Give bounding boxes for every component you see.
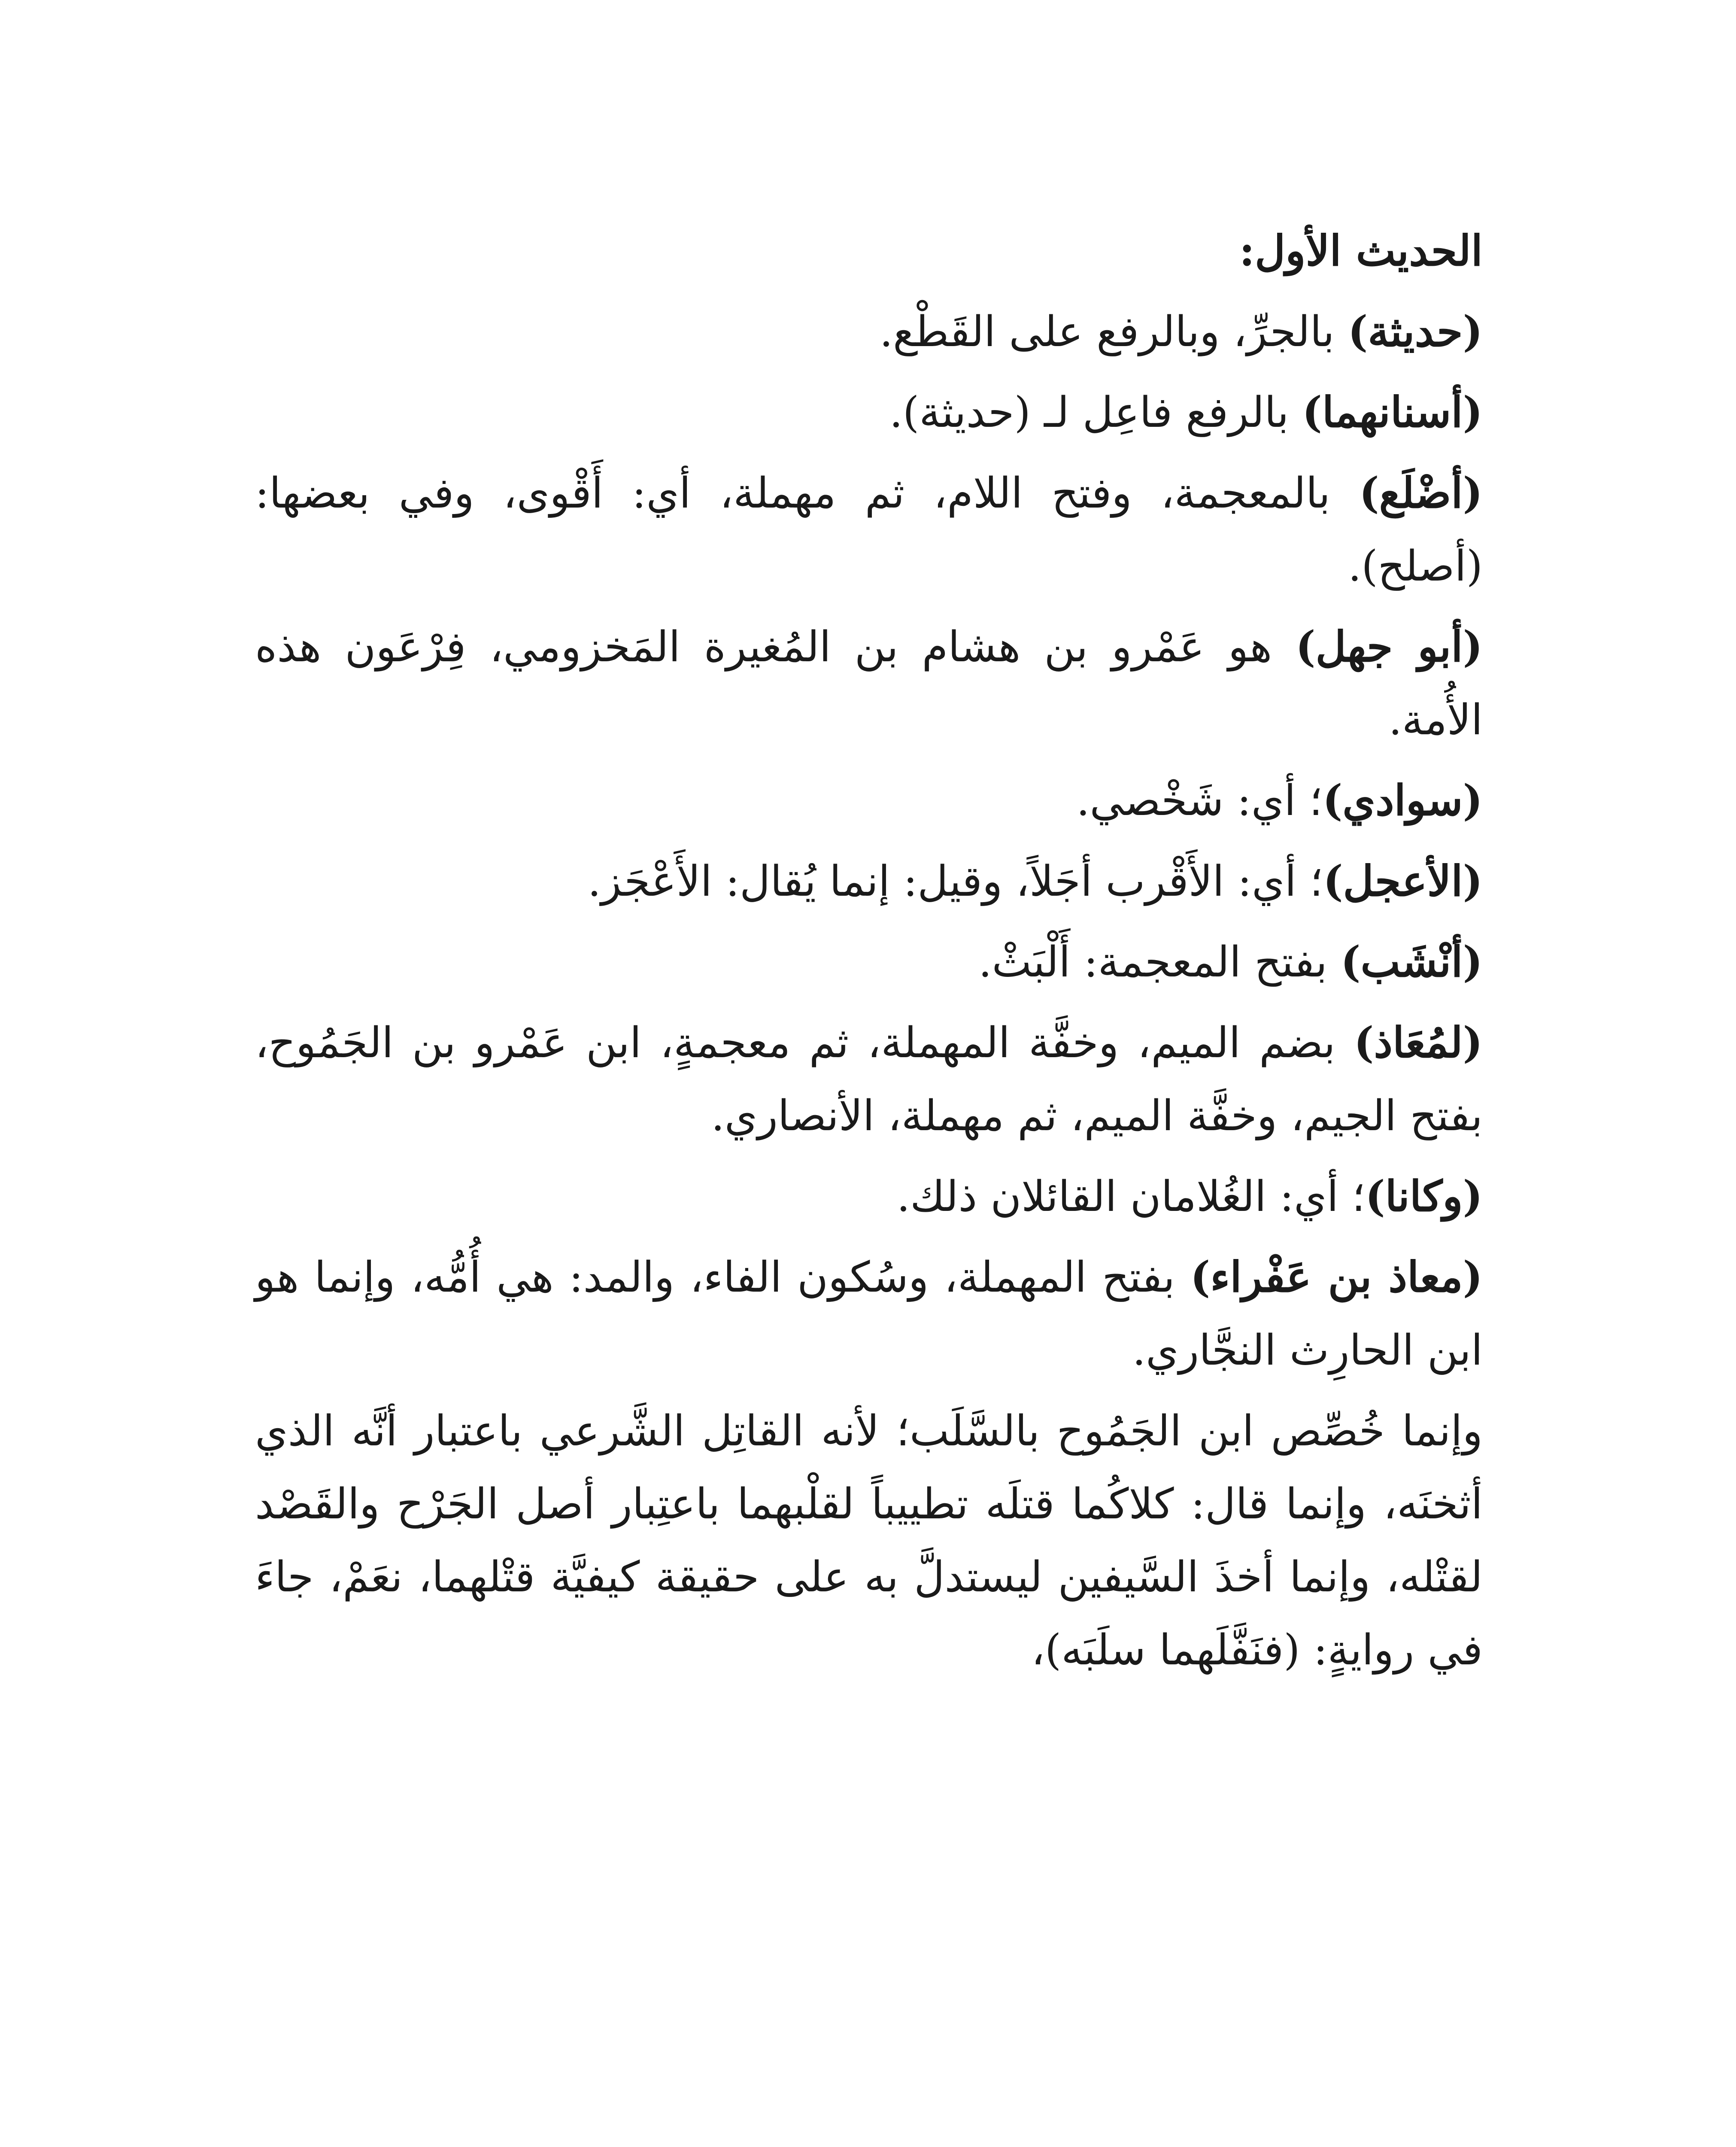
- lemma: (أضْلَع): [1359, 468, 1483, 518]
- lemma: (الأعجل): [1323, 857, 1483, 906]
- gloss-paragraph: [255, 845, 1483, 918]
- gloss-paragraph: [255, 1007, 1483, 1153]
- gloss-text: هو عَمْرو بن هشام بن المُغيرة المَخزومي، فِرْعَون هذه الأُمة.: [255, 623, 1483, 745]
- gloss-text: بضم الميم، وخفَّة المهملة، ثم معجمةٍ، ابن عَمْرو بن الجَمُوح، بفتح الجيم، وخفَّة الميم، ثم مهملة، الأنصاري.: [255, 1019, 1483, 1140]
- lemma: (أبو جهل): [1296, 622, 1483, 672]
- lemma: (معاذ بن عَفْراء): [1190, 1253, 1483, 1302]
- gloss-paragraph: [255, 1241, 1483, 1387]
- lemma: (أنْشَب): [1341, 937, 1483, 987]
- gloss-paragraph: [255, 611, 1483, 757]
- heading-text: الحديث الأول:: [1239, 226, 1483, 276]
- lemma: (حديثة): [1348, 307, 1483, 356]
- gloss-text: بفتح المهملة، وسُكون الفاء، والمد: هي أُمُّه، وإنما هو ابن الحارِث النجَّاري.: [255, 1253, 1483, 1375]
- gloss-text: بالمعجمة، وفتح اللام، ثم مهملة، أي: أَقْوى، وفي بعضها: (أصلح).: [255, 469, 1483, 591]
- gloss-paragraph: [255, 926, 1483, 999]
- lemma: (سوادي): [1322, 776, 1483, 825]
- gloss-text: وإنما خُصِّص ابن الجَمُوح بالسَّلَب؛ لأنه القاتِل الشَّرعي باعتبار أنَّه الذي أثخنَه، وإنما قال: كلاكُما قتلَه تطييباً لقلْبهما باعتِبار أصل الجَرْح والقَصْد لقتْله، وإنما أخذَ السَّيفين ليستدلَّ به على حقيقة كيفيَّة قتْلهما، نعَمْ، جاءَ في روايةٍ: (فنَفَّلَهما سلَبَه)،: [255, 1407, 1483, 1675]
- lemma: (أسنانهما): [1302, 388, 1483, 437]
- gloss-paragraph: [255, 457, 1483, 603]
- gloss-text: بفتح المعجمة: أَلْبَثْ.: [978, 938, 1341, 987]
- gloss-text: ؛ أي: شَخْصي.: [1076, 776, 1323, 825]
- lemma: (لمُعَاذ): [1354, 1018, 1483, 1067]
- gloss-text: بالجرِّ، وبالرفع على القَطْع.: [879, 307, 1348, 356]
- gloss-paragraph: [255, 1160, 1483, 1233]
- main-text: [255, 215, 1483, 1694]
- gloss-paragraph: [255, 295, 1483, 368]
- gloss-text: ؛ أي: الغُلامان القائلان ذلك.: [896, 1172, 1366, 1221]
- commentary-paragraph: [255, 1395, 1483, 1687]
- section-heading: [255, 215, 1483, 288]
- gloss-text: بالرفع فاعِل لـ (حديثة).: [889, 388, 1302, 437]
- lemma: (وكانا): [1365, 1172, 1483, 1221]
- gloss-paragraph: [255, 764, 1483, 837]
- gloss-text: ؛ أي: الأَقْرب أجَلاً، وقيل: إنما يُقال: الأَعْجَز.: [587, 857, 1323, 906]
- gloss-paragraph: [255, 376, 1483, 449]
